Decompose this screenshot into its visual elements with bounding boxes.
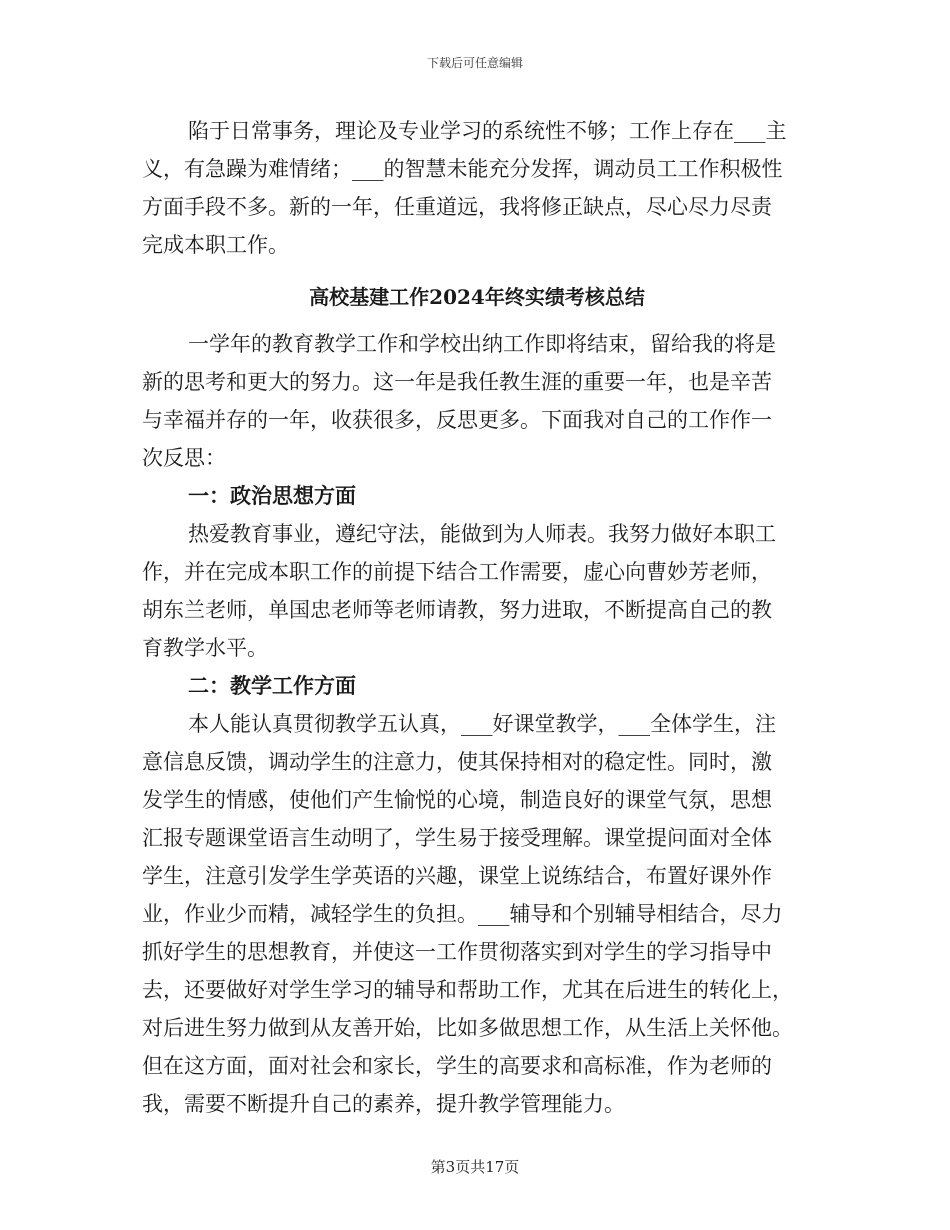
paragraph-line: 次反思： [142, 446, 226, 470]
politics-paragraph [142, 515, 812, 667]
paragraph-line: 但在这方面，面对社会和家长，学生的高要求和高标准，作为老师的 [142, 1054, 772, 1078]
paragraph-line: 陷于日常事务，理论及专业学习的系统性不够；工作上存在___主 [188, 119, 787, 143]
paragraph-line: 学生，注意引发学生学英语的兴趣，课堂上说练结合，布置好课外作 [142, 864, 772, 888]
paragraph-line: 本人能认真贯彻教学五认真，___好课堂教学，___全体学生，注 [188, 712, 776, 736]
section-heading-politics: 一：政治思想方面 [188, 483, 356, 508]
document-title: 高校基建工作2024年终实绩考核总结 [309, 285, 645, 309]
paragraph-line: 意信息反馈，调动学生的注意力，使其保持相对的稳定性。同时，激 [142, 750, 772, 774]
paragraph-line: 完成本职工作。 [142, 233, 289, 257]
page-header-note: 下载后可任意编辑 [426, 56, 523, 70]
paragraph-line: 一学年的教育教学工作和学校出纳工作即将结束，留给我的将是 [188, 332, 776, 356]
paragraph-line: 对后进生努力做到从友善开始，比如多做思想工作，从生活上关怀他。 [142, 1016, 793, 1040]
paragraph-line: 汇报专题课堂语言生动明了，学生易于接受理解。课堂提问面对全体 [142, 826, 772, 850]
continuation-paragraph [142, 112, 812, 264]
page-number: 第3页共17页 [430, 1158, 520, 1176]
paragraph-line: 作，并在完成本职工作的前提下结合工作需要，虚心向曹妙芳老师， [142, 560, 772, 584]
paragraph-line: 抓好学生的思想教育，并使这一工作贯彻落实到对学生的学习指导中 [142, 940, 772, 964]
paragraph-line: 我，需要不断提升自己的素养，提升教学管理能力。 [142, 1092, 625, 1116]
paragraph-line: 与幸福并存的一年，收获很多，反思更多。下面我对自己的工作作一 [142, 408, 772, 432]
paragraph-line: 新的思考和更大的努力。这一年是我任教生涯的重要一年，也是辛苦 [142, 370, 772, 394]
section-heading-teaching: 二：教学工作方面 [188, 673, 356, 698]
paragraph-line: 发学生的情感，使他们产生愉悦的心境，制造良好的课堂气氛，思想 [142, 788, 772, 812]
document-body [142, 112, 812, 1123]
paragraph-line: 育教学水平。 [142, 636, 268, 660]
intro-paragraph [142, 325, 812, 477]
paragraph-line: 胡东兰老师，单国忠老师等老师请教，努力进取，不断提高自己的教 [142, 598, 772, 622]
teaching-paragraph [142, 705, 812, 1123]
paragraph-line: 热爱教育事业，遵纪守法，能做到为人师表。我努力做好本职工 [188, 522, 776, 546]
paragraph-line: 去，还要做好对学生学习的辅导和帮助工作，尤其在后进生的转化上， [142, 978, 793, 1002]
paragraph-line: 方面手段不多。新的一年，任重道远，我将修正缺点，尽心尽力尽责 [142, 195, 772, 219]
paragraph-line: 义，有急躁为难情绪；___的智慧未能充分发挥，调动员工工作积极性 [142, 157, 783, 181]
paragraph-line: 业，作业少而精，减轻学生的负担。___辅导和个别辅导相结合，尽力 [142, 902, 783, 926]
